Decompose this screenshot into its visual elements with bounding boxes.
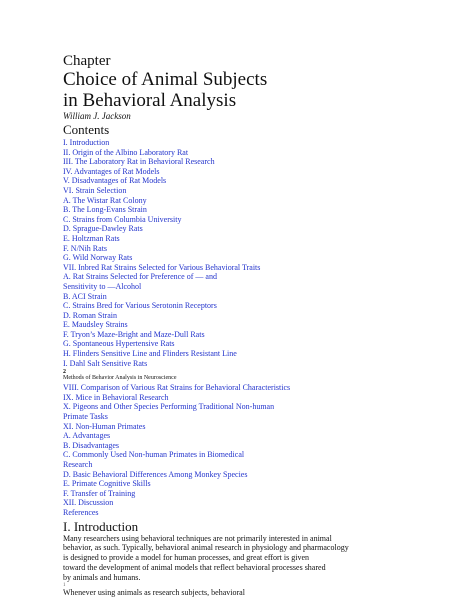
toc-entry[interactable] [63, 234, 443, 244]
toc-entry[interactable] [63, 215, 443, 225]
toc-link[interactable]: IX. Mice in Behavioral Research [63, 392, 169, 402]
toc-entry[interactable] [63, 359, 443, 369]
contents-heading: Contents [63, 122, 110, 137]
toc-link[interactable]: II. Origin of the Albino Laboratory Rat [63, 147, 189, 157]
toc-link[interactable]: I. Introduction [63, 138, 110, 147]
toc-entry[interactable] [63, 320, 443, 330]
toc-link[interactable]: Primate Tasks [63, 412, 108, 422]
toc-link[interactable]: References [63, 507, 99, 517]
toc-entry[interactable] [63, 301, 443, 311]
toc-entry[interactable] [63, 282, 443, 292]
toc-entry[interactable] [63, 176, 443, 186]
paragraph-line: Many researchers using behavioral techniques are not primarily interested in animal [63, 533, 332, 543]
toc-link[interactable]: B. The Long-Evans Strain [63, 205, 147, 215]
paragraph-line: behavior, as such. Typically, behavioral animal research in physiology and pharmacology [63, 543, 349, 553]
paragraph-line: Whenever using animals as research subjects, behavioral [63, 587, 245, 597]
toc-link[interactable]: XI. Non-Human Primates [63, 421, 146, 431]
page-number: 2 [63, 369, 66, 376]
toc-link[interactable]: C. Commonly Used Non-human Primates in Biomedical [63, 450, 245, 460]
toc-link[interactable]: G. Spontaneous Hypertensive Rats [63, 339, 175, 349]
toc-link[interactable]: E. Holtzman Rats [63, 233, 120, 243]
toc-entry[interactable] [63, 470, 443, 480]
toc-entry[interactable] [63, 205, 443, 215]
toc-entry[interactable] [63, 349, 443, 359]
toc-entry[interactable] [63, 157, 443, 167]
toc-link[interactable]: G. Wild Norway Rats [63, 253, 133, 263]
toc-link[interactable]: F. Tryon’s Maze-Bright and Maze-Dull Rats [63, 329, 205, 339]
toc-link[interactable]: D. Sprague-Dawley Rats [63, 224, 143, 234]
toc-entry[interactable] [63, 422, 443, 432]
chapter-label: Chapter [63, 53, 111, 69]
toc-link[interactable]: E. Primate Cognitive Skills [63, 479, 151, 489]
table-of-contents [63, 138, 443, 368]
toc-entry[interactable] [63, 412, 443, 422]
toc-entry[interactable] [63, 460, 443, 470]
toc-link[interactable]: D. Basic Behavioral Differences Among Monkey Species [63, 469, 248, 479]
toc-entry[interactable] [63, 196, 443, 206]
toc-entry[interactable] [63, 339, 443, 349]
toc-entry[interactable] [63, 431, 443, 441]
paragraph-line: toward the development of animal models that reflect behavioral processes shared [63, 562, 326, 572]
toc-link[interactable]: F. Transfer of Training [63, 488, 136, 498]
toc-link[interactable]: A. Advantages [63, 431, 111, 441]
toc-link[interactable]: C. Strains Bred for Various Serotonin Receptors [63, 301, 217, 311]
toc-link[interactable]: VIII. Comparison of Various Rat Strains for Behavioral Characteristics [63, 383, 291, 393]
toc-link[interactable]: A. The Wistar Rat Colony [63, 195, 147, 205]
toc-entry[interactable] [63, 450, 443, 460]
toc-link[interactable]: VII. Inbred Rat Strains Selected for Various Behavioral Traits [63, 262, 261, 272]
toc-entry[interactable] [63, 508, 443, 518]
toc-link[interactable]: D. Roman Strain [63, 310, 117, 320]
running-head: Methods of Behavior Analysis in Neuroscience [63, 375, 177, 382]
author-name: William J. Jackson [63, 111, 131, 121]
toc-link[interactable]: Sensitivity to —Alcohol [63, 281, 142, 291]
toc-link[interactable]: B. ACI Strain [63, 291, 107, 301]
toc-link[interactable]: X. Pigeons and Other Species Performing Traditional Non-human [63, 402, 275, 412]
toc-entry[interactable] [63, 167, 443, 177]
toc-link[interactable]: I. Dahl Salt Sensitive Rats [63, 358, 148, 368]
toc-entry[interactable] [63, 292, 443, 302]
toc-entry[interactable] [63, 383, 443, 393]
body-paragraph [63, 534, 443, 583]
paragraph-line: is designed to provide a model for human processes, and great effort is given [63, 553, 310, 563]
toc-entry[interactable] [63, 441, 443, 451]
toc-entry[interactable] [63, 138, 443, 148]
toc-link[interactable]: F. N/Nih Rats [63, 243, 108, 253]
paragraph-line: by animals and humans. [63, 572, 141, 582]
toc-link[interactable]: XII. Discussion [63, 498, 114, 508]
toc-link[interactable]: III. The Laboratory Rat in Behavioral Research [63, 157, 215, 167]
toc-link[interactable]: B. Disadvantages [63, 440, 119, 450]
toc-link[interactable]: C. Strains from Columbia University [63, 214, 182, 224]
toc-entry[interactable] [63, 311, 443, 321]
toc-link[interactable]: A. Rat Strains Selected for Preference of — and [63, 272, 217, 282]
toc-entry[interactable] [63, 224, 443, 234]
toc-entry[interactable] [63, 330, 443, 340]
chapter-title-line: in Behavioral Analysis [63, 90, 237, 111]
footnote-marker: 1 [63, 582, 66, 588]
toc-entry[interactable] [63, 272, 443, 282]
toc-link[interactable]: IV. Advantages of Rat Models [63, 166, 160, 176]
table-of-contents-continued [63, 383, 443, 517]
toc-entry[interactable] [63, 489, 443, 499]
chapter-title-line: Choice of Animal Subjects [63, 69, 268, 90]
toc-entry[interactable] [63, 498, 443, 508]
chapter-title [63, 69, 443, 111]
toc-entry[interactable] [63, 148, 443, 158]
toc-entry[interactable] [63, 186, 443, 196]
body-paragraph [63, 588, 443, 598]
toc-link[interactable]: VI. Strain Selection [63, 185, 127, 195]
toc-link[interactable]: V. Disadvantages of Rat Models [63, 176, 167, 186]
toc-entry[interactable] [63, 244, 443, 254]
toc-link[interactable]: Research [63, 460, 93, 469]
toc-entry[interactable] [63, 479, 443, 489]
toc-entry[interactable] [63, 263, 443, 273]
document-content [63, 50, 443, 597]
toc-entry[interactable] [63, 253, 443, 263]
toc-link[interactable]: E. Maudsley Strains [63, 320, 128, 330]
section-heading: I. Introduction [63, 518, 139, 534]
toc-entry[interactable] [63, 402, 443, 412]
toc-entry[interactable] [63, 393, 443, 403]
toc-link[interactable]: H. Flinders Sensitive Line and Flinders Resistant Line [63, 349, 237, 359]
